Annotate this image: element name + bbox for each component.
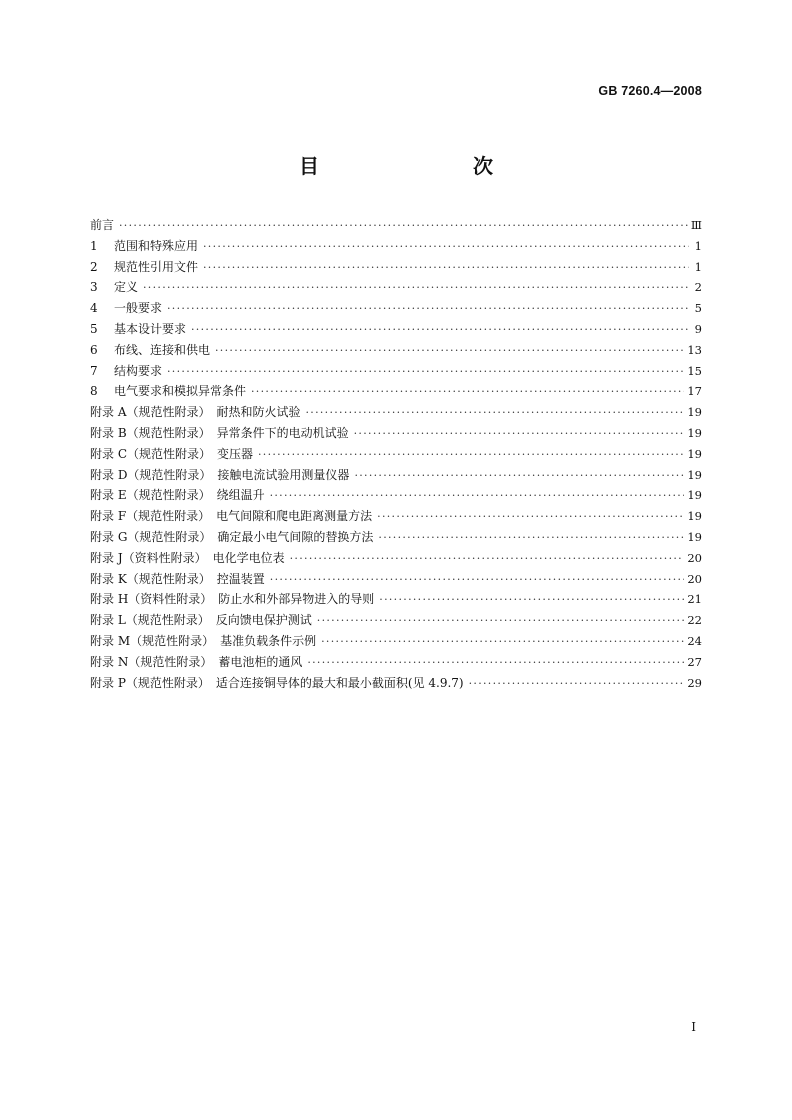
toc-entry-page: 21 xyxy=(687,592,702,607)
toc-leader-dots xyxy=(191,323,689,336)
toc-entry[interactable] xyxy=(90,570,702,591)
toc-entry-title xyxy=(90,403,300,420)
toc-entry[interactable] xyxy=(90,528,702,549)
toc-entry-page: 20 xyxy=(687,571,702,586)
toc-entry-title xyxy=(90,382,246,399)
toc-entry-title xyxy=(90,278,138,295)
toc-entry[interactable] xyxy=(90,611,702,632)
toc-entry[interactable] xyxy=(90,549,702,570)
toc-entry[interactable] xyxy=(90,632,702,653)
table-of-contents xyxy=(90,216,702,694)
toc-leader-dots xyxy=(469,677,685,690)
toc-entry-label: 附录 H（资料性附录） 防止水和外部异物进入的导则 xyxy=(90,592,375,607)
toc-entry-label: 电气要求和模拟异常条件 xyxy=(114,384,247,399)
toc-entry-title xyxy=(90,632,316,649)
toc-entry-page: 29 xyxy=(687,675,702,690)
toc-entry-label: 附录 D（规范性附录） 接触电流试验用测量仪器 xyxy=(90,467,350,482)
toc-entry[interactable] xyxy=(90,653,702,674)
toc-entry-label: 附录 C（规范性附录） 变压器 xyxy=(90,446,253,461)
toc-entry-title xyxy=(90,570,265,587)
toc-entry-label: 基本设计要求 xyxy=(114,321,187,336)
toc-entry-page: 15 xyxy=(687,363,702,378)
toc-entry-title xyxy=(90,466,349,483)
toc-entry[interactable] xyxy=(90,362,702,383)
toc-entry-title xyxy=(90,424,349,441)
toc-entry-title xyxy=(90,674,464,691)
toc-entry-label: 附录 P（规范性附录） 适合连接铜导体的最大和最小截面积(见 4.9.7) xyxy=(90,675,464,690)
toc-entry-page: 27 xyxy=(687,654,702,669)
toc-entry-number: 2 xyxy=(90,259,98,274)
toc-entry[interactable] xyxy=(90,382,702,403)
toc-entry[interactable] xyxy=(90,424,702,445)
toc-entry-title xyxy=(90,258,198,275)
toc-entry-label: 附录 B（规范性附录） 异常条件下的电动机试验 xyxy=(90,425,349,440)
toc-leader-dots xyxy=(317,614,685,627)
toc-entry-title xyxy=(90,299,162,316)
toc-entry-label: 附录 F（规范性附录） 电气间隙和爬电距离测量方法 xyxy=(90,509,373,524)
toc-entry-page: 22 xyxy=(687,613,702,628)
toc-entry-number: 6 xyxy=(90,342,98,357)
toc-entry-title xyxy=(90,237,198,254)
toc-entry-page: 19 xyxy=(687,405,702,420)
toc-leader-dots xyxy=(251,385,684,398)
toc-entry-title xyxy=(90,362,162,379)
toc-leader-dots xyxy=(354,427,685,440)
toc-entry-label: 附录 J（资料性附录） 电化学电位表 xyxy=(90,550,285,565)
toc-entry-label: 定义 xyxy=(114,280,139,295)
toc-entry-page: 19 xyxy=(687,509,702,524)
toc-entry[interactable] xyxy=(90,341,702,362)
toc-entry-title xyxy=(90,341,210,358)
page-number: I xyxy=(691,1020,696,1034)
toc-entry[interactable] xyxy=(90,403,702,424)
toc-entry-title xyxy=(90,486,265,503)
toc-entry-page: 13 xyxy=(687,342,702,357)
toc-entry-page: 20 xyxy=(687,550,702,565)
toc-entry[interactable] xyxy=(90,299,702,320)
toc-leader-dots xyxy=(305,406,684,419)
toc-entry-page: 19 xyxy=(687,467,702,482)
page-title: 目 次 xyxy=(299,154,531,178)
standard-code: GB 7260.4—2008 xyxy=(598,84,702,98)
toc-entry[interactable] xyxy=(90,278,702,299)
toc-entry[interactable] xyxy=(90,216,702,237)
toc-entry-title xyxy=(90,611,312,628)
toc-entry[interactable] xyxy=(90,445,702,466)
toc-entry-title xyxy=(90,590,374,607)
toc-entry-label: 附录 G（规范性附录） 确定最小电气间隙的替换方法 xyxy=(90,529,374,544)
toc-entry-page: 2 xyxy=(694,280,702,295)
toc-entry-label: 规范性引用文件 xyxy=(114,259,199,274)
toc-leader-dots xyxy=(270,489,685,502)
toc-entry-title xyxy=(90,320,186,337)
toc-entry-number: 8 xyxy=(90,384,98,399)
toc-entry-label: 一般要求 xyxy=(114,301,163,316)
toc-entry-page: 17 xyxy=(687,384,702,399)
toc-entry-page: 9 xyxy=(694,321,702,336)
toc-leader-dots xyxy=(167,365,684,378)
toc-entry[interactable] xyxy=(90,258,702,279)
toc-leader-dots xyxy=(203,261,689,274)
toc-entry[interactable] xyxy=(90,466,702,487)
toc-entry-title xyxy=(90,653,302,670)
toc-entry-title xyxy=(90,507,372,524)
toc-entry-title xyxy=(90,549,285,566)
toc-entry[interactable] xyxy=(90,320,702,341)
toc-leader-dots xyxy=(270,573,685,586)
toc-entry[interactable] xyxy=(90,590,702,611)
toc-entry-label: 结构要求 xyxy=(114,363,163,378)
toc-entry-page: 5 xyxy=(694,301,702,316)
toc-entry-label: 附录 K（规范性附录） 控温装置 xyxy=(90,571,265,586)
toc-entry[interactable] xyxy=(90,674,702,695)
toc-leader-dots xyxy=(215,344,684,357)
toc-entry-number: 1 xyxy=(90,238,98,253)
toc-entry-number: 4 xyxy=(90,301,98,316)
toc-entry-page: 1 xyxy=(694,238,702,253)
toc-entry[interactable] xyxy=(90,507,702,528)
toc-entry-label: 附录 N（规范性附录） 蓄电池柜的通风 xyxy=(90,654,303,669)
toc-entry-title xyxy=(90,216,114,233)
toc-entry-label: 前言 xyxy=(90,218,115,232)
toc-entry[interactable] xyxy=(90,237,702,258)
toc-leader-dots xyxy=(167,302,689,315)
toc-entry-title xyxy=(90,445,253,462)
toc-entry-title xyxy=(90,528,373,545)
toc-leader-dots xyxy=(307,656,684,669)
toc-entry-label: 附录 M（规范性附录） 基准负载条件示例 xyxy=(90,633,317,648)
toc-entry-number: 7 xyxy=(90,363,98,378)
toc-entry[interactable] xyxy=(90,486,702,507)
toc-entry-page: 19 xyxy=(687,446,702,461)
toc-leader-dots xyxy=(321,635,684,648)
toc-entry-label: 附录 L（规范性附录） 反向馈电保护测试 xyxy=(90,613,312,628)
toc-leader-dots xyxy=(143,281,689,294)
toc-entry-number: 3 xyxy=(90,280,98,295)
toc-leader-dots xyxy=(290,552,685,565)
toc-leader-dots xyxy=(354,469,684,482)
toc-entry-label: 附录 E（规范性附录） 绕组温升 xyxy=(90,488,265,503)
toc-leader-dots xyxy=(203,240,689,253)
toc-entry-label: 附录 A（规范性附录） 耐热和防火试验 xyxy=(90,405,301,420)
toc-leader-dots xyxy=(378,531,684,544)
toc-entry-page: 24 xyxy=(687,633,702,648)
toc-leader-dots xyxy=(377,510,684,523)
toc-entry-page: 1 xyxy=(694,259,702,274)
toc-entry-label: 布线、连接和供电 xyxy=(114,342,211,357)
toc-entry-page: Ⅲ xyxy=(690,218,702,232)
toc-leader-dots xyxy=(258,448,684,461)
toc-entry-page: 19 xyxy=(687,425,702,440)
toc-leader-dots xyxy=(119,219,688,232)
toc-entry-page: 19 xyxy=(687,488,702,503)
toc-entry-label: 范围和特殊应用 xyxy=(114,238,199,253)
toc-entry-number: 5 xyxy=(90,321,98,336)
toc-entry-page: 19 xyxy=(687,529,702,544)
toc-leader-dots xyxy=(379,593,684,606)
